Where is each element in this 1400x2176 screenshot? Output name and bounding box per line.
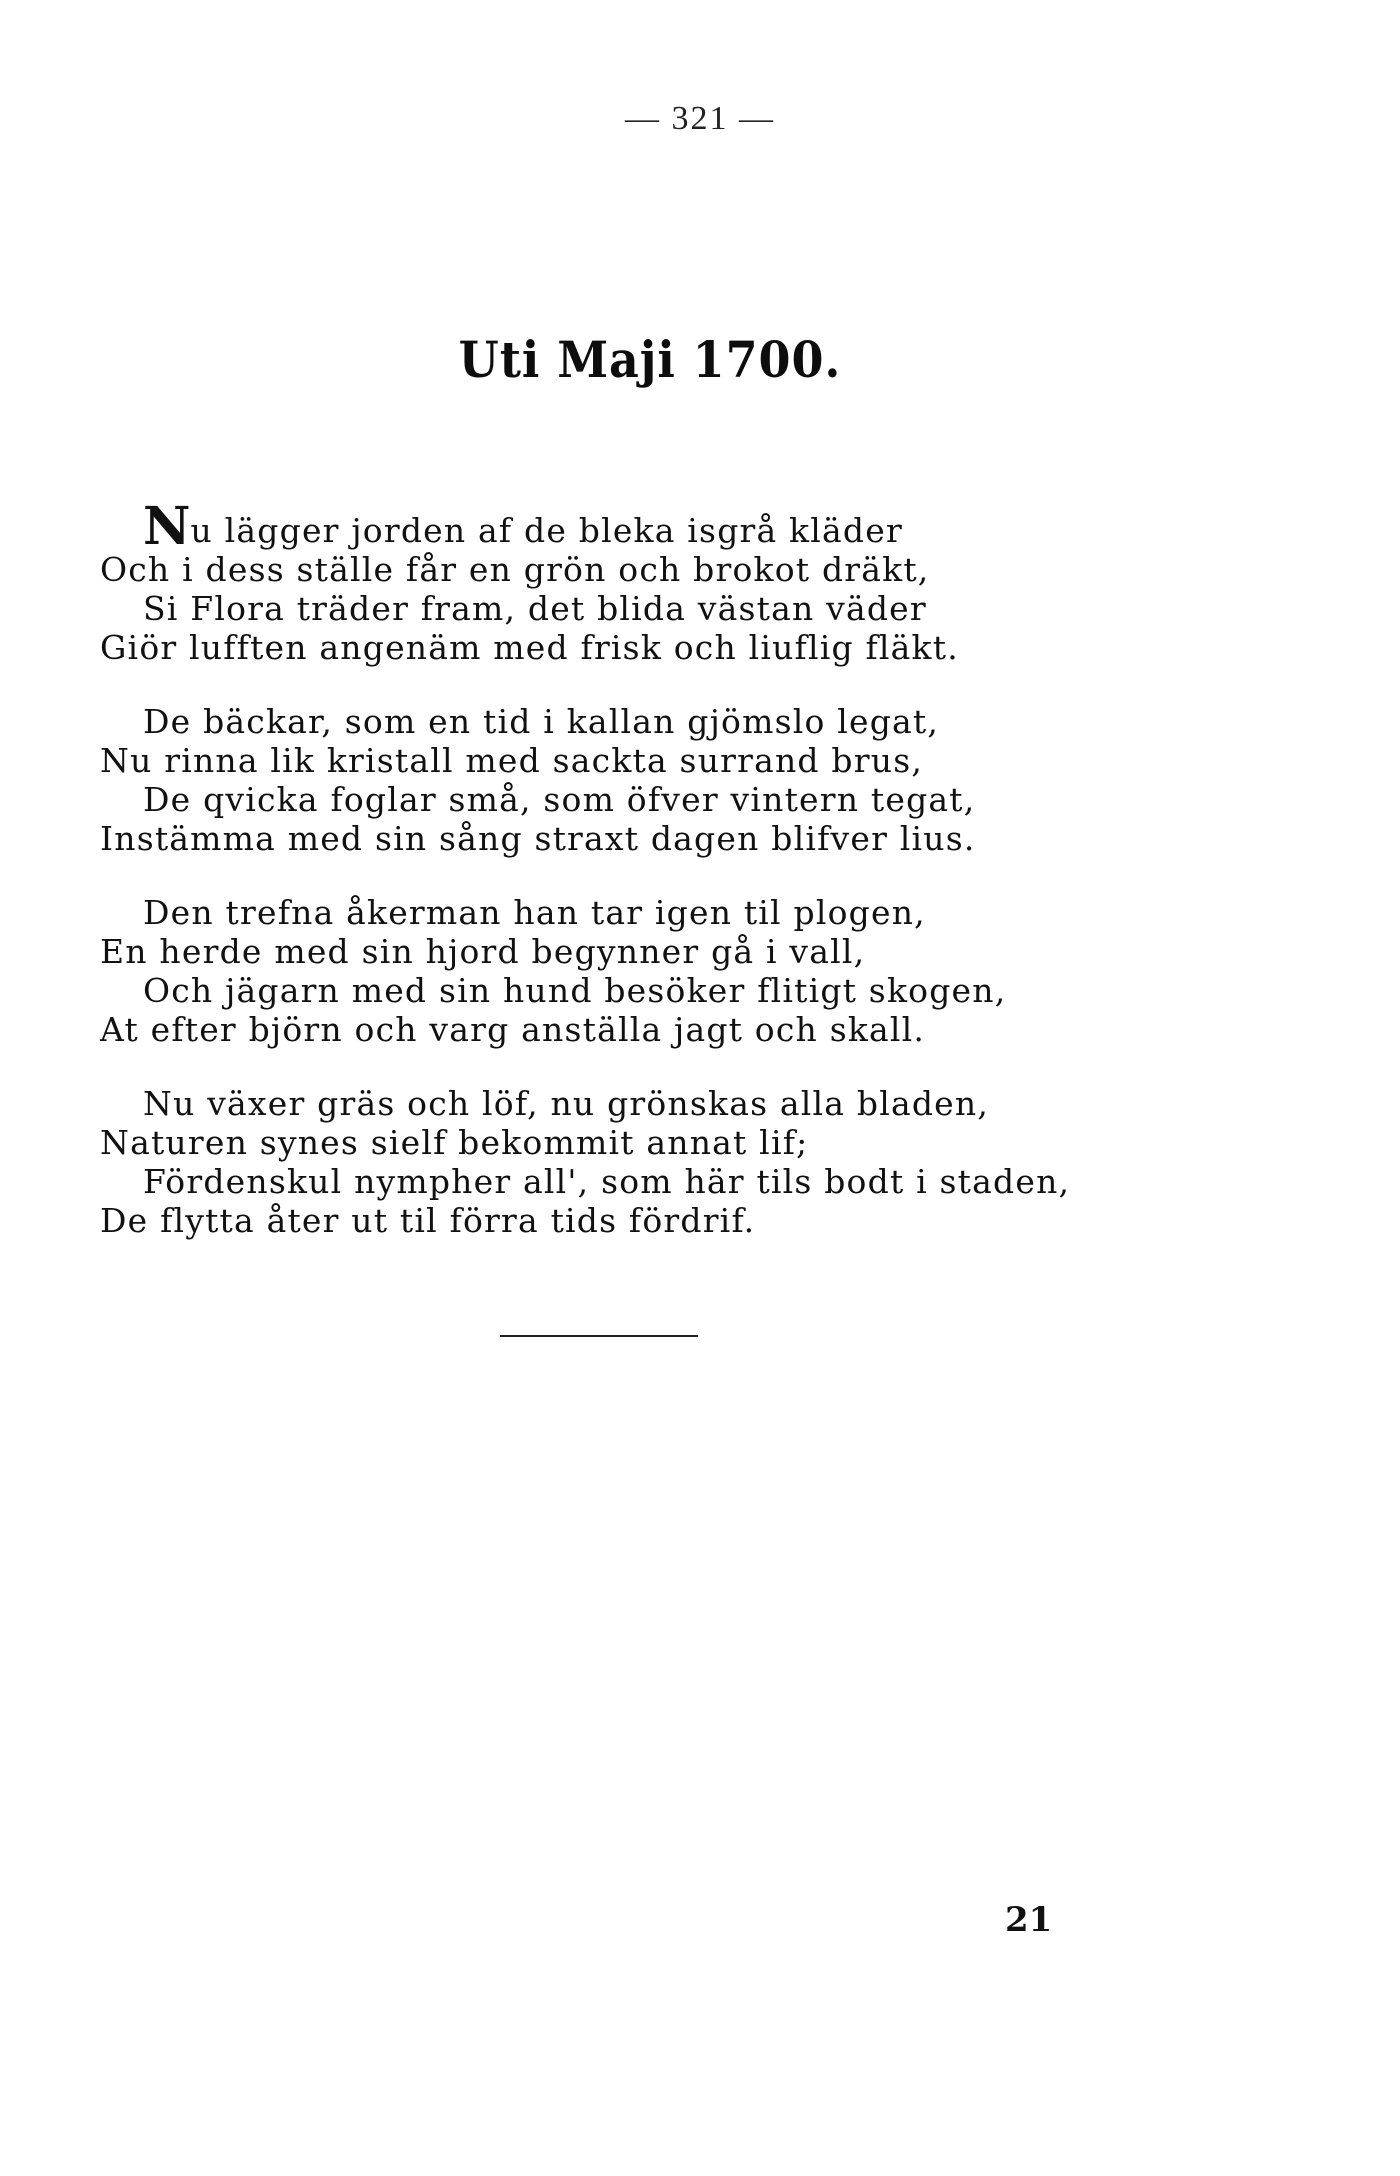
poem-line: Nu växer gräs och löf, nu grönskas alla bladen, — [143, 1084, 990, 1123]
end-rule — [500, 1335, 698, 1337]
poem-line: Si Flora träder fram, det blida västan väder — [143, 589, 927, 628]
poem-line: At efter björn och varg anställa jagt och skall. — [100, 1010, 926, 1049]
poem-line: De qvicka foglar små, som öfver vintern tegat, — [143, 780, 976, 819]
drop-cap: N — [143, 496, 191, 557]
poem-line: De flytta åter ut til förra tids fördrif. — [100, 1201, 756, 1240]
poem-line: Den trefna åkerman han tar igen til plogen, — [143, 893, 926, 932]
page-number: — 321 — — [625, 100, 775, 137]
signature-mark: 21 — [1005, 1900, 1053, 1940]
poem-line: Naturen synes sielf bekommit annat lif; — [100, 1123, 809, 1162]
poem-line: De bäckar, som en tid i kallan gjömslo legat, — [143, 702, 940, 741]
stanza-1 — [100, 496, 1060, 667]
poem-line: Fördenskul nympher all', som här tils bodt i staden, — [143, 1162, 1071, 1201]
poem-line: Nu rinna lik kristall med sackta surrand brus, — [100, 741, 924, 780]
poem-line: En herde med sin hjord begynner gå i vall, — [100, 932, 866, 971]
poem-line: Och jägarn med sin hund besöker flitigt skogen, — [143, 971, 1007, 1010]
poem-line-text: u lägger jorden af de bleka isgrå kläder — [190, 511, 903, 550]
poem-line — [100, 496, 1060, 557]
poem-line: Instämma med sin sång straxt dagen blifver lius. — [100, 819, 976, 858]
poem-title: Uti Maji 1700. — [458, 330, 842, 389]
stanza-4 — [100, 1084, 1071, 1240]
stanza-2 — [100, 702, 1060, 858]
poem-body — [100, 496, 1071, 1275]
poem-line: Giör lufften angenäm med frisk och liuflig fläkt. — [100, 628, 959, 667]
poem-line: Och i dess ställe får en grön och brokot dräkt, — [100, 550, 930, 589]
stanza-3 — [100, 893, 1060, 1049]
